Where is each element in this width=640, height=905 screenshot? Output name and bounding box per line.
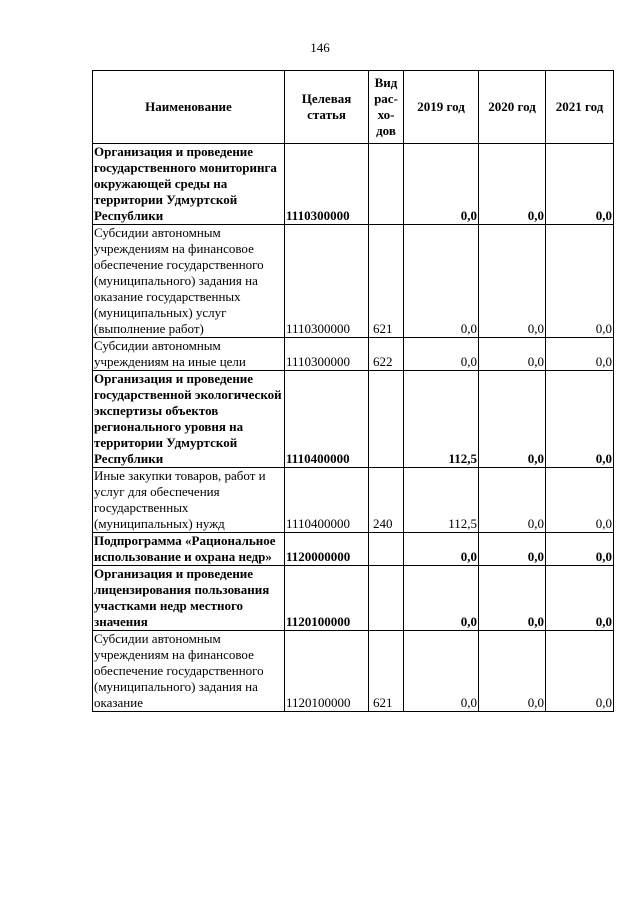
row-2020: 0,0: [479, 468, 546, 533]
row-expense-kind: [369, 144, 404, 225]
row-2021: 0,0: [546, 144, 614, 225]
header-name: Наименование: [93, 71, 285, 144]
row-2019: 0,0: [404, 225, 479, 338]
row-expense-kind: 621: [369, 225, 404, 338]
header-2021: 2021 год: [546, 71, 614, 144]
row-expense-kind: [369, 566, 404, 631]
table-row: [93, 371, 614, 468]
row-name: Субсидии автономным учреждениям на иные цели: [93, 338, 285, 371]
row-target-article: 1110300000: [285, 225, 369, 338]
row-name: Субсидии автономным учреждениям на финансовое обеспечение государственного (муниципального) задания на оказание: [93, 631, 285, 712]
row-expense-kind: 622: [369, 338, 404, 371]
table-row: [93, 566, 614, 631]
row-target-article: 1120100000: [285, 566, 369, 631]
table-row: [93, 468, 614, 533]
row-2019: 0,0: [404, 566, 479, 631]
row-2020: 0,0: [479, 566, 546, 631]
row-2021: 0,0: [546, 468, 614, 533]
header-2019: 2019 год: [404, 71, 479, 144]
table-row: [93, 533, 614, 566]
row-expense-kind: [369, 533, 404, 566]
row-2020: 0,0: [479, 631, 546, 712]
row-name: Иные закупки товаров, работ и услуг для обеспечения государственных (муниципальных) нужд: [93, 468, 285, 533]
row-name: Организация и проведение государственного мониторинга окружающей среды на территории Удмуртской Республики: [93, 144, 285, 225]
table-header-row: [93, 71, 614, 144]
header-expense-kind: Вид рас-хо-дов: [369, 71, 404, 144]
row-2021: 0,0: [546, 371, 614, 468]
header-2020: 2020 год: [479, 71, 546, 144]
row-target-article: 1110400000: [285, 468, 369, 533]
row-2021: 0,0: [546, 338, 614, 371]
row-name: Подпрограмма «Рациональное использование и охрана недр»: [93, 533, 285, 566]
row-target-article: 1120000000: [285, 533, 369, 566]
row-target-article: 1110400000: [285, 371, 369, 468]
table-row: [93, 631, 614, 712]
row-target-article: 1120100000: [285, 631, 369, 712]
page-number: 146: [310, 40, 330, 55]
row-target-article: 1110300000: [285, 144, 369, 225]
row-2020: 0,0: [479, 338, 546, 371]
row-2020: 0,0: [479, 225, 546, 338]
header-target-article: Целевая статья: [285, 71, 369, 144]
row-expense-kind: [369, 371, 404, 468]
row-name: Организация и проведение государственной экологической экспертизы объектов регионального уровня на территории Удмуртской Республики: [93, 371, 285, 468]
row-2019: 0,0: [404, 533, 479, 566]
row-name: Субсидии автономным учреждениям на финансовое обеспечение государственного (муниципального) задания на оказание государственных (муниципальных) услуг (выполнение работ): [93, 225, 285, 338]
row-2020: 0,0: [479, 371, 546, 468]
table-row: [93, 144, 614, 225]
row-2021: 0,0: [546, 631, 614, 712]
row-2019: 112,5: [404, 468, 479, 533]
row-2019: 112,5: [404, 371, 479, 468]
row-2021: 0,0: [546, 533, 614, 566]
row-2020: 0,0: [479, 144, 546, 225]
row-2021: 0,0: [546, 225, 614, 338]
row-2019: 0,0: [404, 338, 479, 371]
row-expense-kind: 240: [369, 468, 404, 533]
table-row: [93, 225, 614, 338]
row-2019: 0,0: [404, 631, 479, 712]
row-name: Организация и проведение лицензирования пользования участками недр местного значения: [93, 566, 285, 631]
table-row: [93, 338, 614, 371]
row-target-article: 1110300000: [285, 338, 369, 371]
row-2020: 0,0: [479, 533, 546, 566]
row-2021: 0,0: [546, 566, 614, 631]
budget-table: [92, 70, 614, 712]
row-2019: 0,0: [404, 144, 479, 225]
row-expense-kind: 621: [369, 631, 404, 712]
